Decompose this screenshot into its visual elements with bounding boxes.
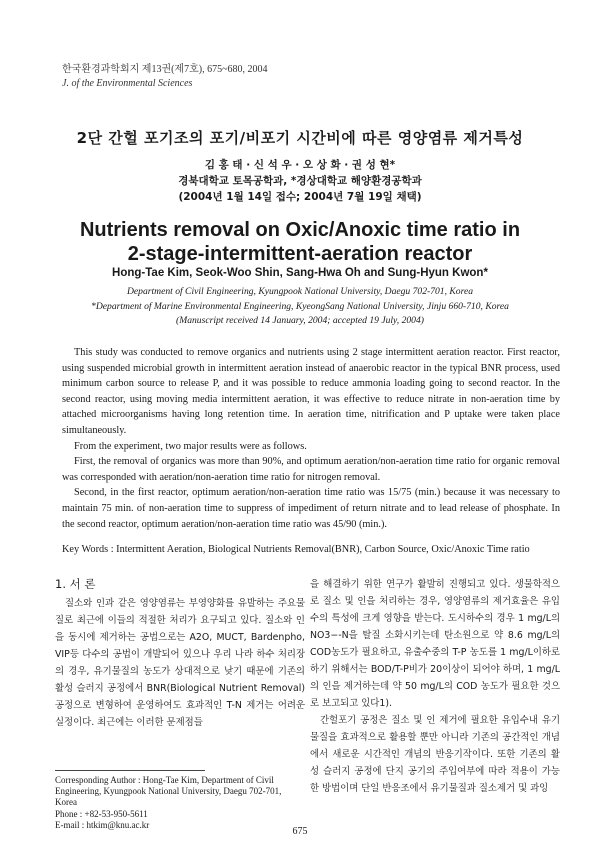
english-title-line2: 2-stage-intermittent-aeration reactor (127, 243, 473, 265)
left-column (55, 576, 305, 731)
korean-author-block (0, 157, 600, 205)
corresponding-author-footnote (55, 775, 305, 831)
korean-affiliation: 경북대학교 토목공학과, *경상대학교 해양환경공학과 (178, 175, 422, 187)
abstract-paragraph: This study was conducted to remove organics and nutrients using 2 stage intermittent aeration reactor. First reactor, using suspended microbial growth in intermittent aeration instead of anaerobic reactor in the typical BNR process, used minimum carbon source to release P, and it was possible to reduce ammonia loading going to second reactor. In the second reactor, using moving media intermittent aeration, it was effective to reduce nitrate in non-aeration time by attached microorganisms having long retention time. In aeration time, nitrification and P uptake were taken place simultaneously. (62, 347, 560, 436)
body-paragraph: 질소와 인과 같은 영양염류는 부영양화를 유발하는 주요물질로 최근에 이들의 적절한 처리가 요구되고 있다. 질소와 인을 동시에 제거하는 공법으로는 A2O, MUCT, Bardenpho, VIP등 다수의 공법이 개발되어 있으나 우리 나라 하수 처리장의 경우, 유기물질의 농도가 상대적으로 낮기 때문에 기존의 활성 슬러지 공정에서 BNR(Biological Nutrient Removal)공정으로 변형하여 운영하여도 효과적인 T-N 제거는 어려운 실정이다. 최근에는 이러한 문제점들 (55, 598, 305, 728)
section-heading: 1. 서 론 (55, 577, 96, 591)
korean-dates: (2004년 1월 14일 접수; 2004년 7월 19일 채택) (178, 191, 422, 203)
abstract-paragraph: From the experiment, two major results were as follows. (74, 440, 307, 452)
body-paragraph: 을 해결하기 위한 연구가 활발히 진행되고 있다. 생물학적으로 질소 및 인을 처리하는 경우, 영양염류의 제거효율은 유입수의 특성에 크게 영향을 받는다. 도시하수의 경우 1 mg/L의 NO3−-N을 탈질 소화시키는데 탄소원으로 약 8.6 mg/L의 COD농도가 필요하고, 유출수중의 T-P 농도를 1 mg/L이하로 하기 위해서는 BOD/T-P비가 20이상이 되어야 하며, 1 mg/L의 인을 제거하는데 약 50 mg/L의 COD 농도가 필요한 것으로 보고되고 있다1). (310, 579, 560, 709)
affiliation-1: Department of Civil Engineering, Kyungpook National University, Daegu 702-701, Korea (126, 286, 474, 297)
abstract (62, 345, 560, 532)
journal-name: J. of the Environmental Sciences (62, 78, 193, 89)
footnote-phone: Phone : +82-53-950-5611 (55, 808, 148, 819)
korean-authors: 김 홍 태 · 신 석 우 · 오 상 화 · 권 성 현* (204, 159, 396, 171)
english-title (0, 218, 600, 266)
english-affiliations (0, 285, 600, 329)
right-column (310, 576, 560, 797)
journal-citation: 한국환경과학회지 제13권(제7호), 675~680, 2004 (62, 64, 268, 75)
manuscript-dates: (Manuscript received 14 January, 2004; accepted 19 July, 2004) (176, 315, 424, 326)
korean-title: 2단 간헐 포기조의 포기/비포기 시간비에 따른 영양염류 제거특성 (76, 129, 524, 147)
page-number: 675 (292, 826, 308, 837)
keywords: Key Words : Intermittent Aeration, Biological Nutrients Removal(BNR), Carbon Source, Oxic/Anoxic Time ratio (62, 544, 530, 555)
english-authors: Hong-Tae Kim, Seok-Woo Shin, Sang-Hwa Oh and Sung-Hyun Kwon* (112, 267, 488, 279)
english-title-line1: Nutrients removal on Oxic/Anoxic time ratio in (79, 219, 521, 241)
body-paragraph: 간헐포기 공정은 질소 및 인 제거에 필요한 유입수내 유기물질을 효과적으로 활용할 뿐만 아니라 기존의 공간적인 개념에서 새로운 시간적인 개념의 반응기작이다. 또한 기존의 활성 슬러지 공정에 단지 공기의 주입여부에 따라 적용이 가능한 방법이며 단일 반응조에서 유기물질과 질소제거 및 과잉 (310, 715, 560, 794)
abstract-paragraph: Second, in the first reactor, optimum aeration/non-aeration time ratio was 15/75 (min.) because it was necessary to maintain 75 min. of non-aeration time to suppress of impediment of return nitrate and to lead release of phosphate. In the second reactor, optimum aeration/non-aeration time ratio was 45/90 (min.). (62, 487, 560, 530)
footnote-divider (55, 770, 205, 771)
footnote-email: E-mail : htkim@knu.ac.kr (55, 819, 150, 830)
abstract-paragraph: First, the removal of organics was more than 90%, and optimum aeration/non-aeration time ratio for organic removal was corresponded with aeration/non-aeration time ratio for nitrogen removal. (62, 456, 560, 483)
journal-header (62, 63, 268, 91)
affiliation-2: *Department of Marine Environmental Engineering, KyeongSang National University, Jinju 660-710, Korea (91, 300, 509, 312)
footnote-author: Corresponding Author : Hong-Tae Kim, Department of Civil Engineering, Kyungpook National University, Daegu 702-701, Korea (55, 775, 282, 808)
